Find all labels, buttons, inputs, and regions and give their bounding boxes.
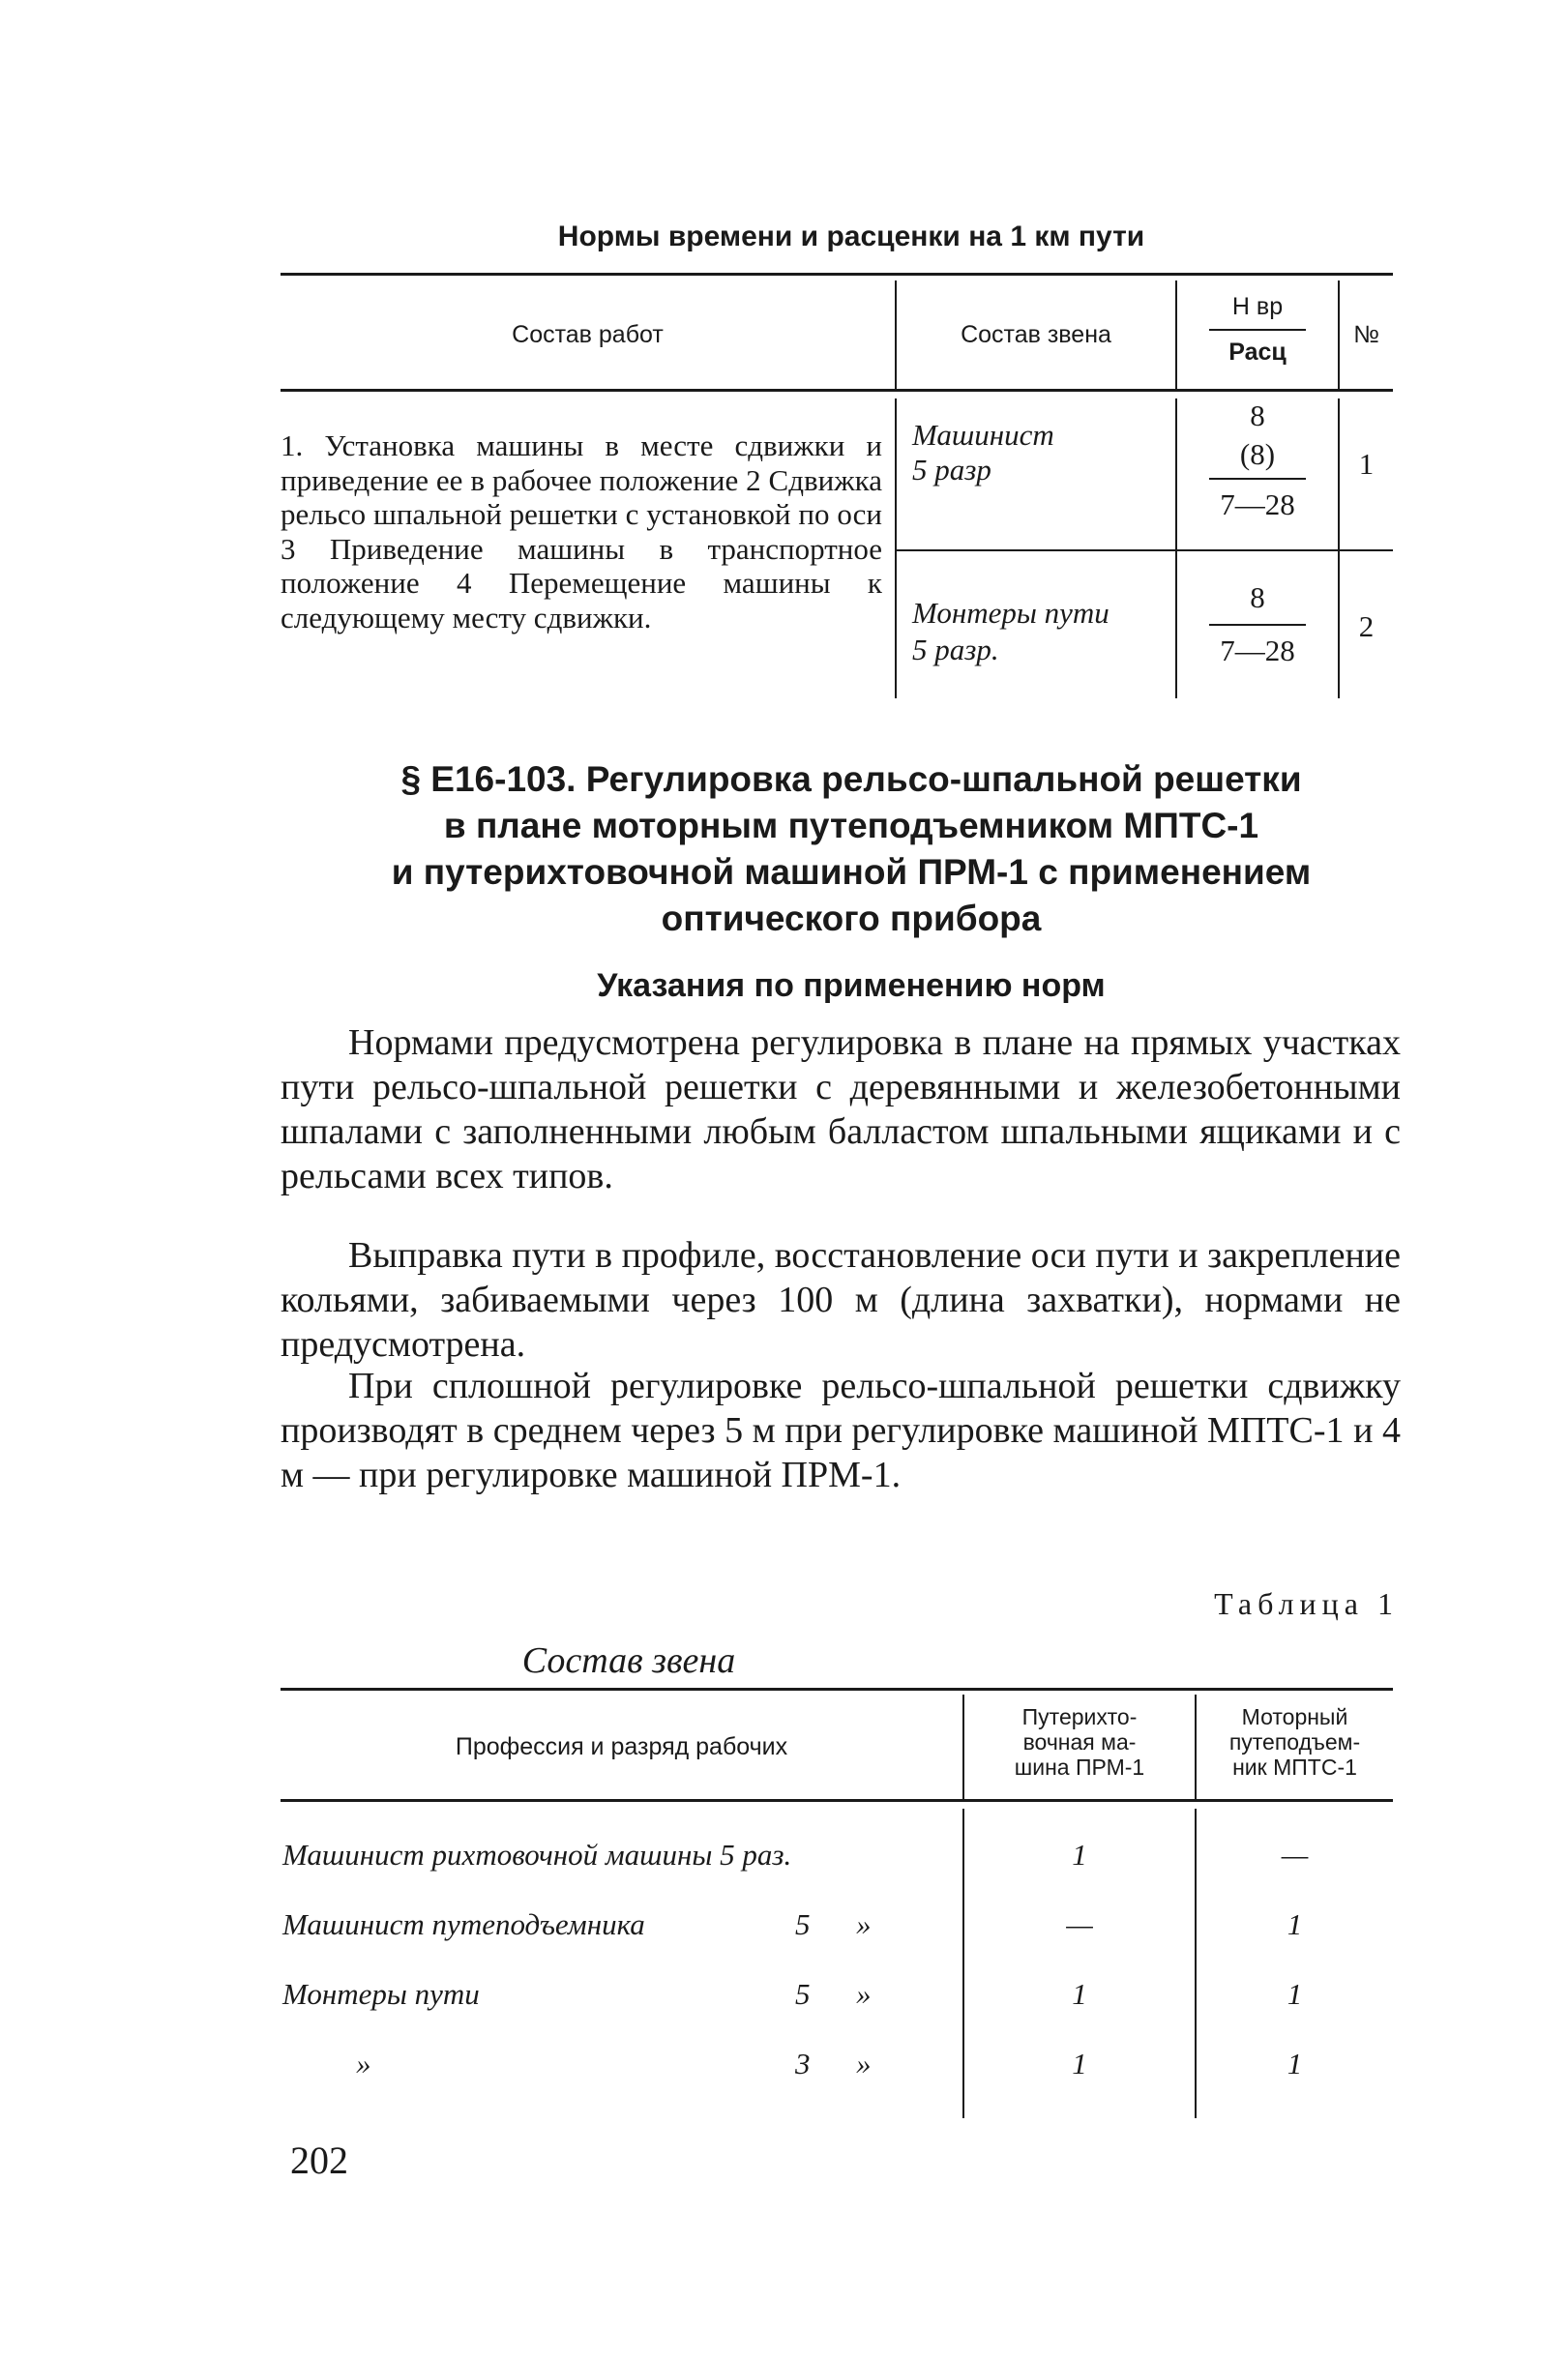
table-1-row-4-mpts: 1 <box>1287 2047 1303 2080</box>
table-1-top-rule <box>281 1688 1393 1691</box>
paragraph-3: При сплошной регулировке рельсо-шпальной решетки сдвижку производят в среднем через 5 м при регулировке машиной МПТС-1 и 4 м — при регулировке машиной ПРМ-1. <box>281 1366 1401 1495</box>
header-norm-fraction-line <box>1209 329 1306 331</box>
table-1-row-2-grade: 5 <box>795 1907 811 1941</box>
section-heading-line-3: и путерихтовочной машиной ПРМ-1 с применением <box>391 852 1312 892</box>
table-1-caption: Состав звена <box>521 1640 736 1681</box>
header-norm-bottom: Расц <box>1228 339 1287 366</box>
norm-row-1: 8 <box>1250 398 1265 432</box>
number-row-1: 1 <box>1358 447 1375 481</box>
rate-row-2: 7—28 <box>1220 634 1295 667</box>
section-heading-line-1: § Е16-103. Регулировка рельсо-шпальной решетки <box>400 759 1302 799</box>
table-1-header-mpts-line-2: путеподъем- <box>1228 1729 1361 1755</box>
table-1-row-3-grade: 5 <box>795 1977 811 2011</box>
table-1-row-2-unit: » <box>856 1907 872 1941</box>
table-1-row-4-unit: » <box>856 2047 872 2080</box>
table-1-header-prm-line-1: Путерихто- <box>1021 1704 1138 1729</box>
table-1-row-3-prm: 1 <box>1072 1977 1087 2011</box>
table-1-row-2-mpts: 1 <box>1287 1907 1303 1941</box>
norm-row-1-fraction-line <box>1209 478 1306 480</box>
section-heading-line-2: в плане моторным путеподъемником МПТС-1 <box>443 806 1259 845</box>
table-1-header-profession: Профессия и разряд рабочих <box>455 1733 788 1760</box>
norms-table-row-rule <box>897 549 1393 551</box>
table-1-header-mpts-line-1: Моторный <box>1241 1704 1348 1729</box>
section-subheading: Указания по применению норм <box>597 967 1106 1004</box>
work-description: 1. Установка машины в месте сдвижки и приведение ее в рабочее положение 2 Сдвижка рельсо шпальной решетки с установкой по оси 3 Приведение машины в транспортное положение 4 Перемещение машины к следующему месту сдвижки. <box>281 428 882 634</box>
table-1-row-4-prm: 1 <box>1072 2047 1087 2080</box>
table-1-header-mpts-line-3: ник МПТС-1 <box>1232 1755 1357 1780</box>
table-1-header-rule <box>281 1799 1393 1802</box>
table-1-header-mpts <box>1197 1704 1393 1780</box>
norms-table-divider <box>895 398 897 698</box>
table-1-row-4-grade: 3 <box>795 2047 811 2080</box>
norm-row-1-bracket: (8) <box>1239 437 1276 471</box>
norm-row-2-fraction-line <box>1209 624 1306 626</box>
table-1-row-1-mpts: — <box>1281 1838 1309 1872</box>
table-1-row-2-profession: Машинист путеподъемника <box>282 1907 645 1941</box>
crew-row-1-grade: 5 разр <box>912 453 991 487</box>
table-1-row-3-mpts: 1 <box>1287 1977 1303 2011</box>
paragraph-2: Выправка пути в профиле, восстановление оси пути и закрепление кольями, забиваемыми через 100 м (длина захватки), нормами не предусмотрена. <box>281 1235 1401 1365</box>
header-work: Состав работ <box>512 321 664 348</box>
table-1-row-4-profession: » <box>356 2047 371 2080</box>
table-1-row-1-profession: Машинист рихтовочной машины 5 раз. <box>282 1838 792 1872</box>
rate-row-1: 7—28 <box>1220 487 1295 521</box>
crew-row-2-role: Монтеры пути <box>912 596 1109 630</box>
table-1-header-prm <box>964 1704 1195 1780</box>
section-heading-line-4: оптического прибора <box>661 899 1042 938</box>
table-1-header-prm-line-2: вочная ма- <box>1022 1729 1137 1755</box>
header-crew: Состав звена <box>961 321 1111 348</box>
table-1-row-3-profession: Монтеры пути <box>282 1977 480 2011</box>
norms-table-header-rule <box>281 389 1393 392</box>
norms-table-top-rule <box>281 273 1393 276</box>
table-1-row-1-prm: 1 <box>1072 1838 1087 1872</box>
number-row-2: 2 <box>1358 609 1375 643</box>
crew-row-2-grade: 5 разр. <box>912 633 999 666</box>
table-1-label: Таблица 1 <box>1214 1586 1399 1621</box>
page-number: 202 <box>290 2139 348 2182</box>
table-1-row-3-unit: » <box>856 1977 872 2011</box>
table-1-header-prm-line-3: шина ПРМ-1 <box>1014 1755 1145 1780</box>
table-1-row-2-prm: — <box>1066 1907 1093 1941</box>
header-number: № <box>1353 321 1379 348</box>
norm-row-2: 8 <box>1250 580 1265 614</box>
norms-table-divider <box>1338 398 1340 698</box>
norms-table-title: Нормы времени и расценки на 1 км пути <box>557 221 1145 252</box>
paragraph-1: Нормами предусмотрена регулировка в плане на прямых участках пути рельсо-шпальной решетки с деревянными и железобетонными шпалами с заполненными любым балластом шпальными ящиками и с рельсами всех типов. <box>281 1022 1401 1196</box>
header-norm-top: Н вр <box>1231 293 1284 320</box>
crew-row-1-role: Машинист <box>912 418 1054 452</box>
